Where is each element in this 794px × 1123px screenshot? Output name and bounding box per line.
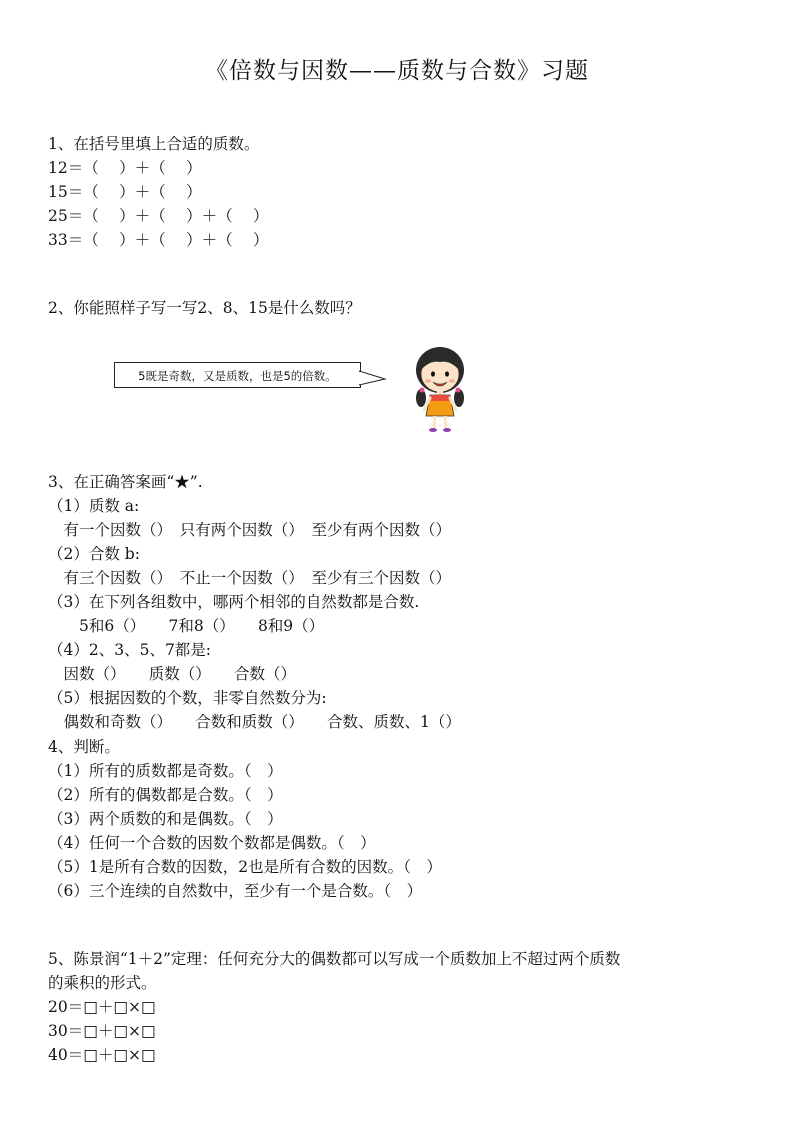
q4-line[interactable]: （6）三个连续的自然数中，至少有一个是合数。（ ） bbox=[48, 882, 423, 900]
q3-heading: 3、在正确答案画“★”. bbox=[48, 473, 203, 491]
q3-line: （3）在下列各组数中，哪两个相邻的自然数都是合数. bbox=[48, 593, 420, 611]
q4-line[interactable]: （3）两个质数的和是偶数。（ ） bbox=[48, 810, 283, 828]
q5-line[interactable]: 30＝□＋□×□ bbox=[48, 1022, 156, 1040]
page-title: 《倍数与因数——质数与合数》习题 bbox=[205, 58, 589, 84]
q3-line[interactable]: 因数（） 质数（） 合数（） bbox=[48, 665, 297, 683]
q3-line[interactable]: 有三个因数（） 不止一个因数（） 至少有三个因数（） bbox=[48, 569, 452, 587]
speech-bubble: 5既是奇数，又是质数，也是5的倍数。 bbox=[114, 362, 361, 388]
q3-line: （1）质数 a: bbox=[48, 497, 140, 515]
q4-line[interactable]: （1）所有的质数都是奇数。（ ） bbox=[48, 762, 283, 780]
q5-line[interactable]: 20＝□＋□×□ bbox=[48, 998, 156, 1016]
q1-line[interactable]: 12＝（ ）＋（ ） bbox=[48, 159, 202, 177]
q4-heading: 4、判断。 bbox=[48, 738, 120, 756]
q1-line[interactable]: 15＝（ ）＋（ ） bbox=[48, 183, 202, 201]
q2-heading: 2、你能照样子写一写2、8、15是什么数吗？ bbox=[48, 299, 361, 317]
q1-line[interactable]: 25＝（ ）＋（ ）＋（ ） bbox=[48, 207, 269, 225]
q3-line: （4）2、3、5、7都是: bbox=[48, 641, 212, 659]
speech-bubble-tail bbox=[359, 369, 387, 389]
q1-heading: 1、在括号里填上合适的质数。 bbox=[48, 135, 260, 153]
q4-line[interactable]: （5）1是所有合数的因数，2也是所有合数的因数。（ ） bbox=[48, 858, 442, 876]
q3-line[interactable]: 偶数和奇数（） 合数和质数（） 合数、质数、1（） bbox=[48, 713, 461, 731]
q3-line: （5）根据因数的个数，非零自然数分为: bbox=[48, 689, 327, 707]
girl-illustration bbox=[410, 344, 470, 434]
q5-heading-cont: 的乘积的形式。 bbox=[48, 974, 157, 992]
q1-line[interactable]: 33＝（ ）＋（ ）＋（ ） bbox=[48, 231, 269, 249]
q4-line[interactable]: （2）所有的偶数都是合数。（ ） bbox=[48, 786, 283, 804]
q5-heading: 5、陈景润“1＋2”定理：任何充分大的偶数都可以写成一个质数加上不超过两个质数 bbox=[48, 950, 621, 968]
q5-line[interactable]: 40＝□＋□×□ bbox=[48, 1046, 156, 1064]
q3-line[interactable]: 5和6（） 7和8（） 8和9（） bbox=[48, 617, 325, 635]
q3-line: （2）合数 b: bbox=[48, 545, 140, 563]
q3-line[interactable]: 有一个因数（） 只有两个因数（） 至少有两个因数（） bbox=[48, 521, 452, 539]
q4-line[interactable]: （4）任何一个合数的因数个数都是偶数。（ ） bbox=[48, 834, 376, 852]
